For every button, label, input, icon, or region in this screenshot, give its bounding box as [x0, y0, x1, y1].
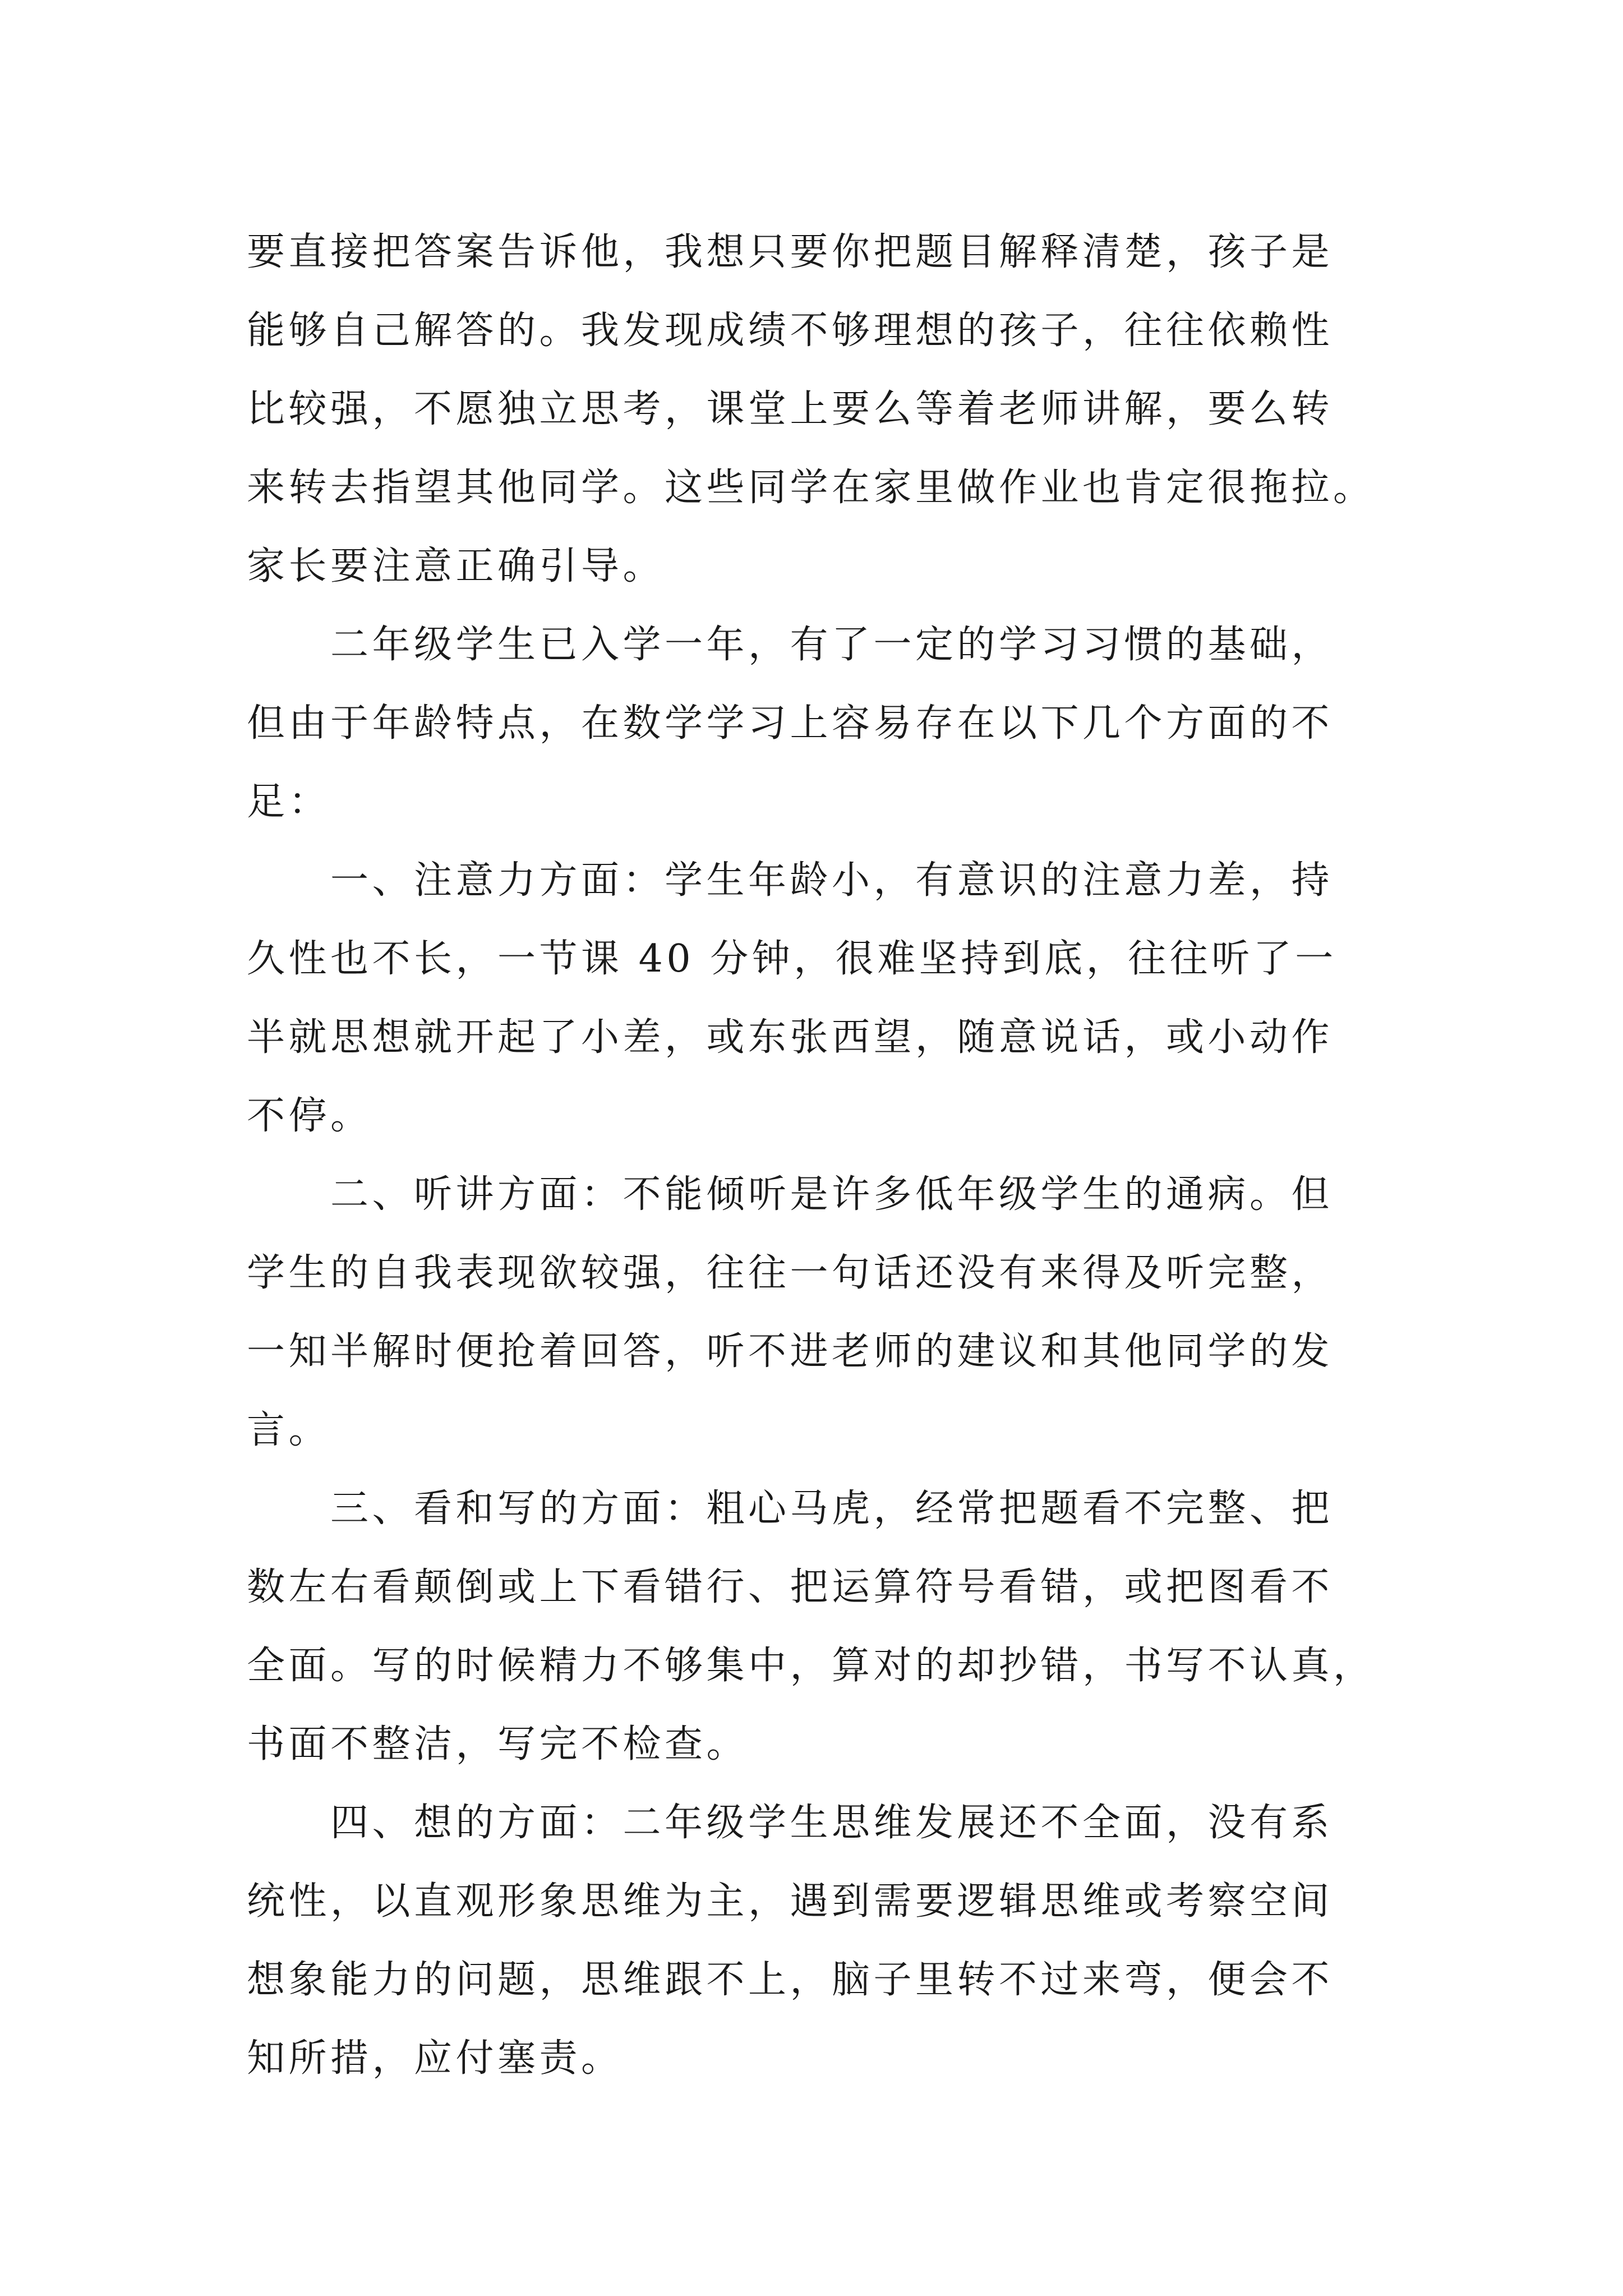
text-line: 统性，以直观形象思维为主，遇到需要逻辑思维或考察空间: [247, 1879, 1334, 1924]
text-line: 一知半解时便抢着回答，听不进老师的建议和其他同学的发: [247, 1329, 1334, 1374]
text-line: 但由于年龄特点，在数学学习上容易存在以下几个方面的不: [247, 701, 1334, 746]
text-line: 二、听讲方面：不能倾听是许多低年级学生的通病。但: [247, 1172, 1334, 1217]
text-line: 一、注意力方面：学生年龄小，有意识的注意力差，持: [247, 858, 1334, 903]
text-line: 比较强，不愿独立思考，课堂上要么等着老师讲解，要么转: [247, 387, 1334, 431]
text-line: 全面。写的时候精力不够集中，算对的却抄错，书写不认真，: [247, 1644, 1375, 1688]
paragraph-4: [247, 1156, 1380, 1470]
text-line: 要直接把答案告诉他，我想只要你把题目解释清楚，孩子是: [247, 230, 1334, 274]
text-line: 能够自己解答的。我发现成绩不够理想的孩子，往往依赖性: [247, 309, 1334, 353]
text-line: 来转去指望其他同学。这些同学在家里做作业也肯定很拖拉。: [247, 466, 1375, 510]
text-line: 学生的自我表现欲较强，往往一句话还没有来得及听完整，: [247, 1251, 1334, 1295]
text-line: 不停。: [247, 1094, 372, 1138]
paragraph-1: [247, 213, 1380, 606]
paragraph-2: [247, 606, 1380, 841]
text-line: 言。: [247, 1408, 331, 1452]
text-line: 三、看和写的方面：粗心马虎，经常把题看不完整、把: [247, 1487, 1334, 1531]
text-line: 二年级学生已入学一年，有了一定的学习习惯的基础，: [247, 623, 1334, 667]
text-line: 四、想的方面：二年级学生思维发展还不全面，没有系: [247, 1801, 1334, 1845]
paragraph-5: [247, 1470, 1380, 1784]
text-line: 书面不整洁，写完不检查。: [247, 1722, 749, 1766]
text-line: 足：: [247, 780, 331, 824]
text-line: 久性也不长，一节课 40 分钟，很难坚持到底，往往听了一: [247, 937, 1337, 981]
text-line: 半就思想就开起了小差，或东张西望，随意说话，或小动作: [247, 1015, 1334, 1060]
text-line: 家长要注意正确引导。: [247, 544, 665, 588]
text-line: 想象能力的问题，思维跟不上，脑子里转不过来弯，便会不: [247, 1958, 1334, 2002]
text-line: 数左右看颠倒或上下看错行、把运算符号看错，或把图看不: [247, 1565, 1334, 1609]
paragraph-3: [247, 841, 1380, 1156]
document-body: [247, 213, 1380, 2098]
text-line: 知所措，应付塞责。: [247, 2036, 623, 2081]
paragraph-6: [247, 1784, 1380, 2098]
